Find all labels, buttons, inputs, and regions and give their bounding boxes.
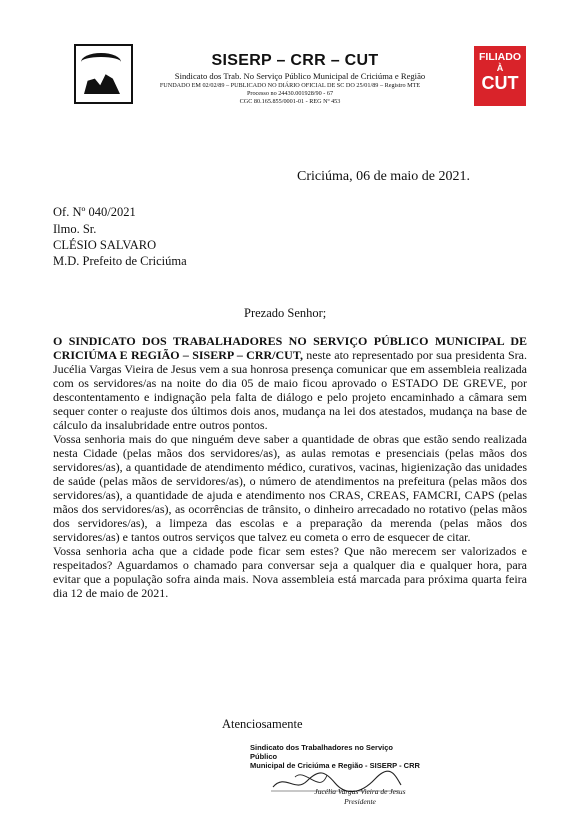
- header-subtitle: Sindicato dos Trab. No Serviço Público Municipal de Criciúma e Região: [174, 71, 426, 81]
- logo-wave-shape: [81, 53, 121, 71]
- header-process-line: Processo no 24430.001928/90 - 67: [246, 90, 334, 97]
- intro-bold-text: O SINDICATO DOS TRABALHADORES NO SERVIÇO PÚBLICO MUNICIPAL DE CRICIÚMA E REGIÃO – SISERP – CRR/CUT,: [53, 334, 527, 362]
- stamp-line-2: Municipal de Criciúma e Região - SISERP - CRR: [250, 761, 420, 770]
- badge-line-2: À: [496, 63, 504, 73]
- header-founded-line: FUNDADO EM 02/02/89 – PUBLICADO NO DIÁRIO OFICIAL DE SC DO 25/01/89 – Registro MTE: [159, 82, 421, 89]
- signer-role: Presidente: [344, 797, 376, 806]
- header-cgc-line: CGC 80.165.855/0001-01 - REG Nº 453: [239, 98, 341, 105]
- cut-affiliation-badge: [474, 46, 526, 106]
- recipient-title: Ilmo. Sr.: [53, 222, 97, 236]
- recipient-name: CLÉSIO SALVARO: [53, 238, 157, 252]
- letter-closing: Atenciosamente: [222, 717, 303, 731]
- body-paragraph-2: Vossa senhoria mais do que ninguém deve saber a quantidade de obras que estão sendo realizada nesta Cidade (pelas mãos dos servidores/as), as aulas remotas e presenciais (pelas mãos dos servidores/as), a quantidade de atendimento médico, curativos, vacinas, higienização das unidades de saúde (pelas mãos de servidores/as), o número de atendimentos na prefeitura (pelas mãos dos servidores/as), a quantidade de ajuda e atendimento nos CRAS, CREAS, FAMCRI, CAPS (pelas mãos dos servidores/as), as ocorrências de trânsito, o dinheiro arrecadado no rotativo (pelas mãos dos servidores/as), a limpeza das escolas e a preparação da merenda (pelas mãos dos servidores/as) e tantos outros serviços que talvez eu cometa o erro de esquecer de citar.: [53, 432, 527, 544]
- recipient-role: M.D. Prefeito de Criciúma: [53, 254, 187, 268]
- paragraph-1-text: neste ato representado por sua presidenta Sra. Jucélia Vargas Vieira de Jesus vem a sua honrosa presença comunicar que em assembleia realizada com os servidores/as na noite do dia 05 de maio ficou aprovado o ESTADO DE GREVE, por descontentamento e indignação pela falta de diálogo e pelo projeto encaminhado a câmara sem sequer conter o reajuste dos últimos dois anos, mudança na lei dos atestados, mudança na base de cálculo da insalubridade entre outros pontos.: [53, 348, 528, 432]
- letter-body: [53, 334, 527, 600]
- body-paragraph-1: [53, 334, 527, 432]
- letter-reference: Of. Nº 040/2021: [53, 205, 136, 219]
- letter-greeting: Prezado Senhor;: [244, 306, 327, 320]
- header-title: SISERP – CRR – CUT: [211, 52, 379, 69]
- signer-name: Jucélia Vargas Vieira de Jesus: [314, 787, 406, 796]
- badge-line-1: FILIADO: [479, 51, 521, 63]
- badge-line-3: CUT: [481, 73, 519, 93]
- letter-date: Criciúma, 06 de maio de 2021.: [297, 169, 471, 184]
- stamp-line-1: Sindicato dos Trabalhadores no Serviço Público: [250, 743, 393, 761]
- body-paragraph-3: Vossa senhoria acha que a cidade pode ficar sem estes? Que não merecem ser valorizados e respeitados? Aguardamos o chamado para conversar seja a qualquer dia e qualquer hora, para evitar que a população sofra ainda mais. Nova assembleia está marcada para próxima quarta feira dia 12 de maio de 2021.: [53, 544, 527, 600]
